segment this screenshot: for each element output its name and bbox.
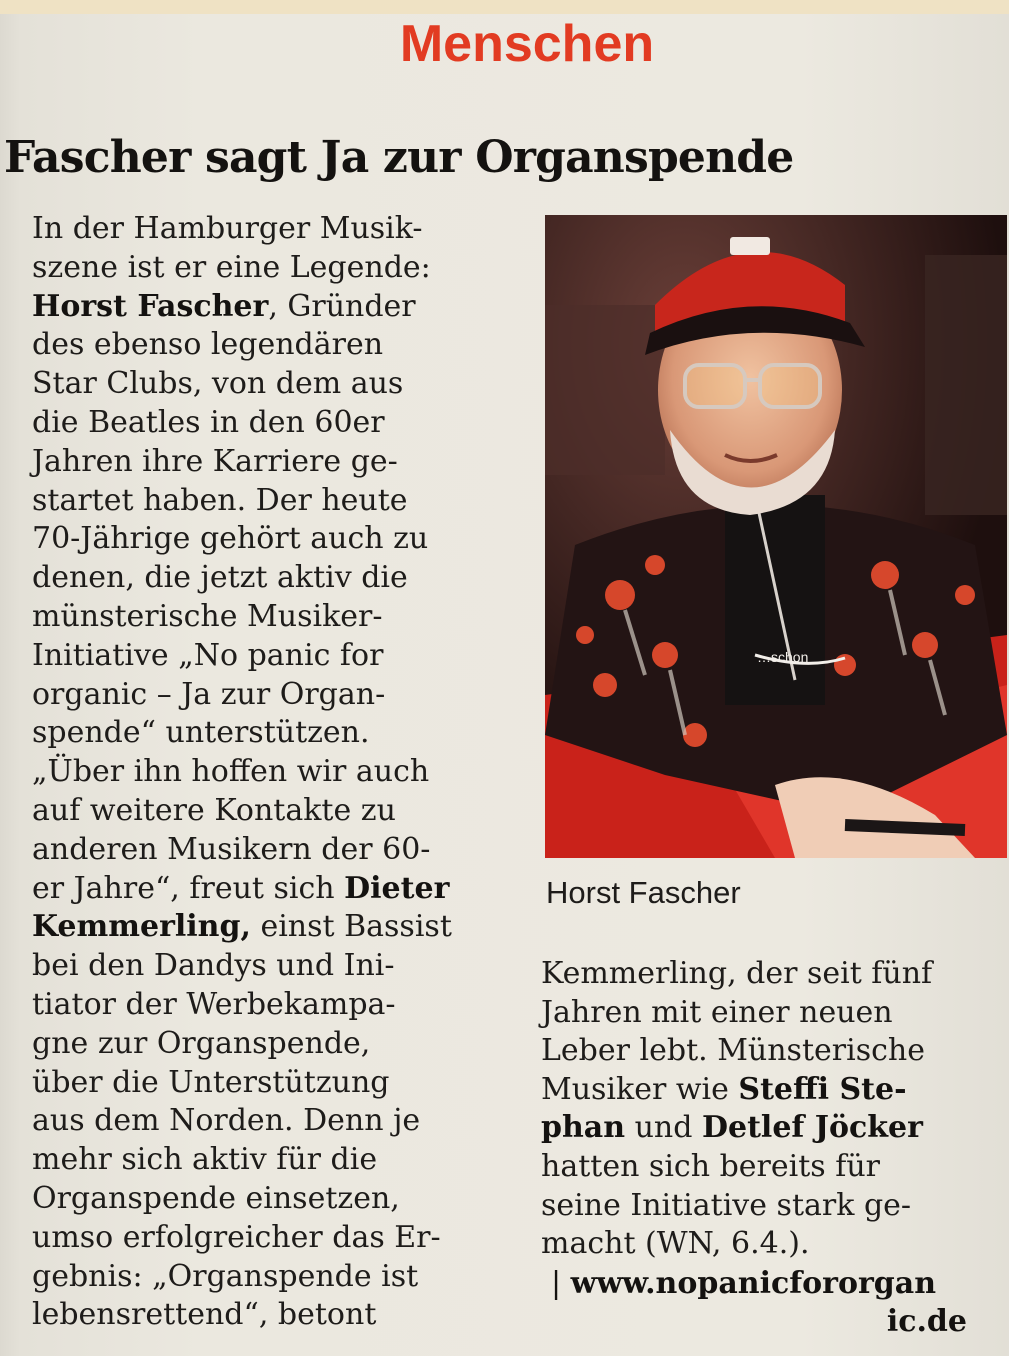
text-run: „Über ihn hoffen wir auch — [32, 754, 430, 790]
text-run: Initiative „No panic for — [32, 637, 384, 673]
text-line — [32, 1064, 502, 1103]
text-line — [32, 1025, 502, 1064]
website-link[interactable] — [551, 1265, 981, 1341]
url-line-2[interactable]: ic.de — [886, 1304, 967, 1339]
text-line — [32, 482, 502, 521]
text-line — [32, 1219, 502, 1258]
text-run: Jahren ihre Karriere ge- — [32, 443, 398, 479]
text-run: lebensrettend“, betont — [32, 1297, 377, 1333]
headline: Fascher sagt Ja zur Organspende — [4, 132, 794, 183]
text-line — [32, 831, 502, 870]
text-line — [32, 676, 502, 715]
text-line — [32, 326, 502, 365]
text-run: auf weitere Kontakte zu — [32, 792, 396, 828]
bold-name: Dieter — [344, 870, 450, 906]
text-line — [541, 1032, 1001, 1071]
text-run: münsterische Musiker- — [32, 598, 383, 634]
url-line-1[interactable]: | www.nopanicfororgan — [551, 1265, 981, 1303]
text-run: er Jahre“, freut sich — [32, 870, 345, 906]
text-run: anderen Musikern der 60- — [32, 831, 431, 867]
portrait-photo — [545, 215, 1007, 858]
text-line — [32, 714, 502, 753]
top-strip — [0, 0, 1009, 14]
text-run: umso erfolgreicher das Er- — [32, 1219, 441, 1255]
text-run: tiator der Werbekampa- — [32, 986, 396, 1022]
text-line — [541, 955, 1001, 994]
text-line — [32, 1258, 502, 1297]
text-run: hatten sich bereits für — [541, 1148, 880, 1184]
text-line — [32, 637, 502, 676]
text-run: In der Hamburger Musik- — [32, 211, 423, 246]
text-run: seine Initiative stark ge- — [541, 1187, 912, 1223]
bold-name: Kemmerling, — [32, 909, 251, 945]
text-run: gebnis: „Organspende ist — [32, 1258, 419, 1294]
text-line — [32, 1296, 502, 1335]
text-run: szene ist er eine Legende: — [32, 249, 431, 285]
text-line — [32, 404, 502, 443]
text-line — [32, 520, 502, 559]
bold-name: Horst Fascher — [32, 288, 269, 324]
text-line — [541, 994, 1001, 1033]
text-run: Musiker wie — [541, 1071, 739, 1107]
text-run: bei den Dandys und Ini- — [32, 948, 395, 984]
text-line — [32, 1141, 502, 1180]
bold-name: Detlef Jöcker — [701, 1110, 923, 1146]
text-run: mehr sich aktiv für die — [32, 1142, 378, 1178]
text-line — [32, 753, 502, 792]
text-run: Jahren mit einer neuen — [541, 994, 893, 1030]
text-run: die Beatles in den 60er — [32, 404, 385, 440]
text-line — [32, 870, 502, 909]
text-run: startet haben. Der heute — [32, 482, 408, 518]
text-run: Kemmerling, der seit fünf — [541, 956, 933, 991]
text-run: denen, die jetzt aktiv die — [32, 560, 408, 596]
text-run: Leber lebt. Münsterische — [541, 1033, 925, 1069]
text-line — [32, 792, 502, 831]
text-line — [32, 288, 502, 327]
text-line — [32, 908, 502, 947]
text-run: 70-Jährige gehört auch zu — [32, 521, 429, 557]
text-run: und — [625, 1110, 702, 1146]
article-body-left — [32, 210, 502, 1335]
text-line — [32, 986, 502, 1025]
text-run: spende“ unterstützen. — [32, 715, 370, 751]
text-line — [541, 1148, 1001, 1187]
text-line — [32, 249, 502, 288]
text-run: macht (WN, 6.4.). — [541, 1226, 810, 1262]
text-line — [541, 1225, 1001, 1264]
text-run: Star Clubs, von dem aus — [32, 366, 404, 402]
shirt-print: …schon — [757, 649, 809, 665]
text-line — [32, 1180, 502, 1219]
text-line — [32, 598, 502, 637]
bold-name: phan — [541, 1110, 626, 1146]
section-label: Menschen — [399, 15, 655, 73]
bold-name: Steffi Ste- — [738, 1071, 907, 1107]
article-body-right — [541, 955, 1001, 1264]
portrait-illustration — [545, 215, 1007, 858]
text-line — [541, 1187, 1001, 1226]
text-line — [541, 1109, 1001, 1148]
text-run: des ebenso legendären — [32, 327, 384, 363]
text-run: über die Unterstützung — [32, 1064, 390, 1100]
text-line — [32, 947, 502, 986]
text-line — [32, 210, 502, 249]
text-line — [32, 559, 502, 598]
photo-caption: Horst Fascher — [546, 875, 741, 910]
text-run: einst Bassist — [250, 909, 452, 945]
text-run: aus dem Norden. Denn je — [32, 1103, 421, 1139]
text-run: organic – Ja zur Organ- — [32, 676, 386, 712]
text-run: , Gründer — [268, 288, 416, 324]
text-run: Organspende einsetzen, — [32, 1180, 400, 1216]
text-run: gne zur Organspende, — [32, 1025, 371, 1061]
text-line — [541, 1071, 1001, 1110]
text-line — [32, 443, 502, 482]
text-line — [32, 365, 502, 404]
text-line — [32, 1102, 502, 1141]
